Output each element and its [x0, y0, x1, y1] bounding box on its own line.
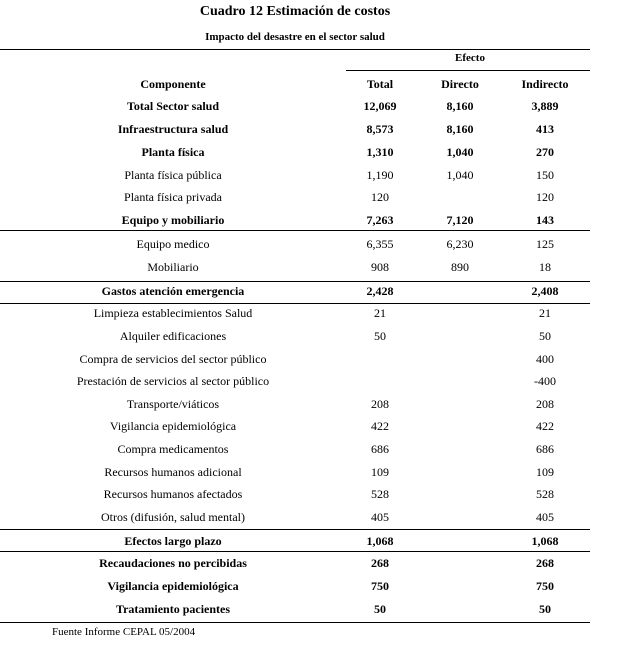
table-row: [0, 575, 590, 597]
row-total-cell: 405: [371, 510, 389, 524]
row-component-cell: Compra medicamentos: [117, 442, 229, 456]
row-total-cell: 8,573: [366, 122, 394, 136]
row-total-cell: 208: [371, 397, 389, 411]
row-indirecto-cell: 109: [536, 465, 554, 479]
divider-line: [0, 551, 590, 552]
row-total-cell: 6,355: [366, 237, 394, 251]
table-row: [0, 598, 590, 620]
row-total-cell: 120: [371, 190, 389, 204]
row-total-cell: 1,310: [366, 145, 394, 159]
row-indirecto-cell: 750: [536, 579, 554, 593]
row-component-cell: Recursos humanos adicional: [104, 465, 242, 479]
table-row: [0, 530, 590, 552]
table-row: [0, 95, 590, 117]
column-header-directo: Directo: [441, 77, 479, 91]
row-directo-cell: 8,160: [446, 122, 474, 136]
table-row: [0, 233, 590, 255]
table-row: [0, 370, 590, 392]
row-component-cell: Vigilancia epidemiológica: [109, 419, 237, 433]
row-directo-cell: 8,160: [446, 99, 474, 113]
row-total-cell: 750: [371, 579, 389, 593]
row-total-cell: 50: [374, 329, 386, 343]
row-component-cell: Transporte/viáticos: [126, 397, 220, 411]
row-indirecto-cell: 3,889: [531, 99, 559, 113]
row-indirecto-cell: 2,408: [531, 284, 559, 298]
table-row: [0, 415, 590, 437]
row-component-cell: Compra de servicios del sector público: [79, 352, 267, 366]
column-header-total: Total: [366, 77, 394, 91]
row-component-cell: Recursos humanos afectados: [103, 487, 243, 501]
row-component-cell: Equipo y mobiliario: [121, 213, 225, 227]
row-total-cell: 528: [371, 487, 389, 501]
row-indirecto-cell: 120: [536, 190, 554, 204]
divider-line: [0, 230, 590, 231]
row-indirecto-cell: 50: [539, 329, 551, 343]
table-row: [0, 325, 590, 347]
row-indirecto-cell: 208: [536, 397, 554, 411]
divider-line: [0, 281, 590, 282]
row-component-cell: Planta física privada: [124, 190, 222, 204]
row-indirecto-cell: 150: [536, 168, 554, 182]
divider-line: [0, 49, 590, 50]
divider-line: [0, 529, 590, 530]
row-directo-cell: 1,040: [446, 168, 474, 182]
row-indirecto-cell: 405: [536, 510, 554, 524]
efecto-group-header: Efecto: [455, 52, 485, 64]
row-indirecto-cell: 400: [536, 352, 554, 366]
row-component-cell: Equipo medico: [136, 237, 210, 251]
row-indirecto-cell: 686: [536, 442, 554, 456]
row-component-cell: Mobiliario: [147, 260, 199, 274]
row-indirecto-cell: 422: [536, 419, 554, 433]
row-directo-cell: 1,040: [446, 145, 474, 159]
row-total-cell: 7,263: [366, 213, 394, 227]
row-directo-cell: 7,120: [446, 213, 474, 227]
divider-line: [346, 70, 590, 71]
row-component-cell: Tratamiento pacientes: [115, 602, 231, 616]
row-component-cell: Recaudaciones no percibidas: [99, 556, 247, 570]
row-total-cell: 908: [371, 260, 389, 274]
table-row: [0, 393, 590, 415]
row-indirecto-cell: 528: [536, 487, 554, 501]
row-component-cell: Efectos largo plazo: [124, 534, 222, 548]
table-row: [0, 506, 590, 528]
table-subtitle: Impacto del desastre en el sector salud: [205, 31, 385, 43]
row-component-cell: Total Sector salud: [126, 99, 219, 113]
row-total-cell: 12,069: [363, 99, 397, 113]
table-title: Cuadro 12 Estimación de costos: [199, 4, 391, 19]
row-indirecto-cell: 268: [536, 556, 554, 570]
row-indirecto-cell: 413: [536, 122, 554, 136]
row-component-cell: Otros (difusión, salud mental): [101, 510, 245, 524]
row-component-cell: Gastos atención emergencia: [101, 284, 245, 298]
table-row: [0, 461, 590, 483]
divider-line: [0, 622, 590, 623]
column-header-indirecto: Indirecto: [521, 77, 569, 91]
column-header-component: Componente: [140, 77, 206, 91]
row-component-cell: Infraestructura salud: [117, 122, 229, 136]
row-total-cell: 422: [371, 419, 389, 433]
row-total-cell: 2,428: [366, 284, 394, 298]
row-indirecto-cell: 270: [536, 145, 554, 159]
row-total-cell: 686: [371, 442, 389, 456]
row-indirecto-cell: 21: [539, 306, 551, 320]
table-row: [0, 483, 590, 505]
table-row: [0, 348, 590, 370]
row-component-cell: Alquiler edificaciones: [119, 329, 227, 343]
table-row: [0, 256, 590, 278]
row-component-cell: Planta física: [141, 145, 205, 159]
row-total-cell: 50: [374, 602, 386, 616]
row-component-cell: Planta física pública: [124, 168, 222, 182]
table-row: [0, 438, 590, 460]
row-indirecto-cell: -400: [534, 374, 556, 388]
row-total-cell: 1,068: [366, 534, 394, 548]
row-component-cell: Prestación de servicios al sector público: [76, 374, 270, 388]
row-indirecto-cell: 1,068: [531, 534, 559, 548]
table-row: [0, 186, 590, 208]
table-row: [0, 164, 590, 186]
row-directo-cell: 6,230: [446, 237, 474, 251]
row-component-cell: Limpieza establecimientos Salud: [93, 306, 253, 320]
row-total-cell: 1,190: [366, 168, 394, 182]
table-row: [0, 141, 590, 163]
row-total-cell: 109: [371, 465, 389, 479]
table-row: [0, 280, 590, 302]
table-row: [0, 118, 590, 140]
row-directo-cell: 890: [451, 260, 469, 274]
table-row: [0, 209, 590, 231]
row-component-cell: Vigilancia epidemiológica: [107, 579, 239, 593]
table-row: [0, 302, 590, 324]
divider-line: [0, 303, 590, 304]
table-header-row: [0, 73, 590, 95]
row-indirecto-cell: 125: [536, 237, 554, 251]
row-indirecto-cell: 18: [539, 260, 551, 274]
table-row: [0, 552, 590, 574]
source-footnote: Fuente Informe CEPAL 05/2004: [52, 626, 196, 638]
row-total-cell: 268: [371, 556, 389, 570]
row-indirecto-cell: 143: [536, 213, 554, 227]
row-total-cell: 21: [374, 306, 386, 320]
row-indirecto-cell: 50: [539, 602, 551, 616]
